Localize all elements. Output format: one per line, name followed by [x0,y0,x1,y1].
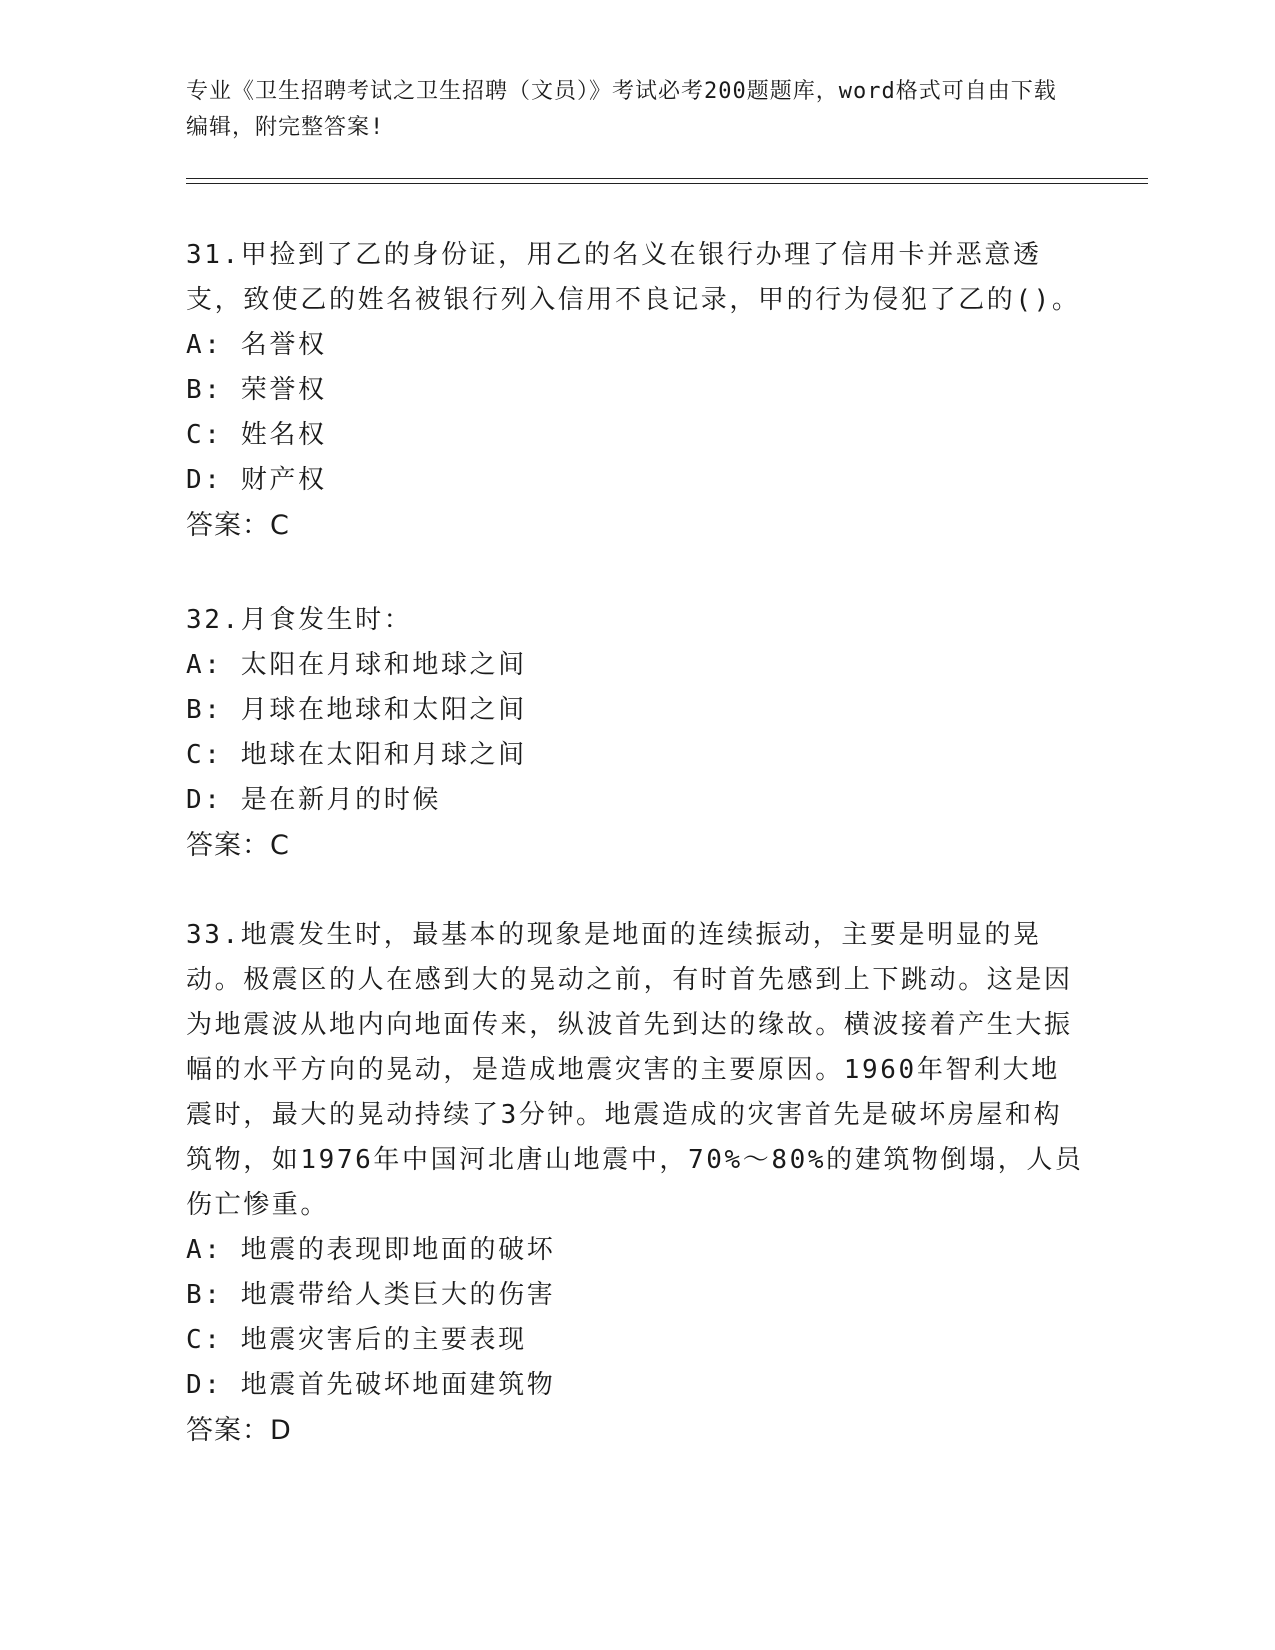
question-31 [186,233,1086,548]
answer-line: 答案：D [186,1415,292,1446]
option-a: A: 太阳在月球和地球之间 [186,650,527,680]
question-stem: 33.地震发生时，最基本的现象是地面的连续振动，主要是明显的晃动。极震区的人在感到大的晃动之前，有时首先感到上下跳动。这是因为地震波从地内向地面传来，纵波首先到达的缘故。横波接着产生大振幅的水平方向的晃动，是造成地震灾害的主要原因。1960年智利大地震时，最大的晃动持续了3分钟。地震造成的灾害首先是破坏房屋和构筑物，如1976年中国河北唐山地震中，70%～80%的建筑物倒塌，人员伤亡惨重。 [186,920,1084,1220]
answer-line: 答案：C [186,830,290,861]
option-c: C: 地球在太阳和月球之间 [186,740,527,770]
option-b: B: 地震带给人类巨大的伤害 [186,1280,556,1310]
question-33 [186,913,1086,1453]
question-stem: 31.甲捡到了乙的身份证，用乙的名义在银行办理了信用卡并恶意透支，致使乙的姓名被银行列入信用不良记录，甲的行为侵犯了乙的()。 [186,240,1081,315]
option-c: C: 地震灾害后的主要表现 [186,1325,527,1355]
question-stem: 32.月食发生时： [186,605,413,635]
option-d: D: 是在新月的时候 [186,785,441,815]
answer-line: 答案：C [186,510,290,541]
option-d: D: 财产权 [186,465,327,495]
option-b: B: 荣誉权 [186,375,327,405]
option-c: C: 姓名权 [186,420,327,450]
option-b: B: 月球在地球和太阳之间 [186,695,527,725]
header-rule-bottom [186,183,1148,184]
option-d: D: 地震首先破坏地面建筑物 [186,1370,556,1400]
question-32 [186,598,1086,868]
document-header: 专业《卫生招聘考试之卫生招聘（文员）》考试必考200题题库，word格式可自由下载编辑，附完整答案! [186,79,1057,140]
header-rule-top [186,178,1148,179]
option-a: A: 地震的表现即地面的破坏 [186,1235,556,1265]
option-a: A: 名誉权 [186,330,327,360]
